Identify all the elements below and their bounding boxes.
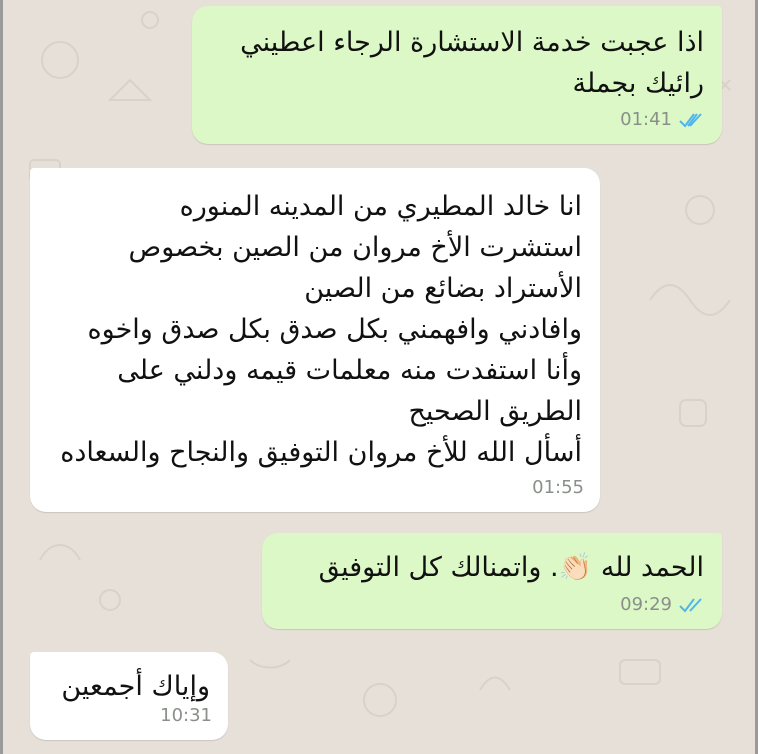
- message-meta: [160, 705, 212, 726]
- message-bubble-incoming[interactable]: [30, 652, 228, 740]
- message-text: الحمد لله 👏🏻. واتمنالك كل التوفيق: [318, 552, 704, 583]
- message-meta: [620, 109, 706, 130]
- message-bubble-outgoing[interactable]: [262, 533, 722, 629]
- message-bubble-outgoing[interactable]: [192, 6, 722, 144]
- message-text: اذا عجبت خدمة الاستشارة الرجاء اعطيني رائيك بجملة: [240, 27, 704, 99]
- message-time: 10:31: [160, 705, 212, 726]
- message-bubble-incoming[interactable]: [30, 168, 600, 512]
- double-check-read-icon: [678, 596, 706, 614]
- message-text: وإياك أجمعين: [61, 671, 210, 702]
- double-check-read-icon: [678, 111, 706, 129]
- message-text: انا خالد المطيري من المدينه المنوره استشرت الأخ مروان من الصين بخصوص الأستراد بضائع من الصين وافادني وافهمني بكل صدق بكل صدق واخوه وأنا استفدت منه معلمات قيمه ودلني على الطريق الصحيح أسأل الله للأخ مروان التوفيق والنجاح والسعاده: [60, 191, 582, 468]
- message-time: 09:29: [620, 594, 672, 615]
- message-meta: [620, 594, 706, 615]
- message-meta: [532, 477, 584, 498]
- message-time: 01:41: [620, 109, 672, 130]
- left-frame-edge: [0, 0, 3, 754]
- message-time: 01:55: [532, 477, 584, 498]
